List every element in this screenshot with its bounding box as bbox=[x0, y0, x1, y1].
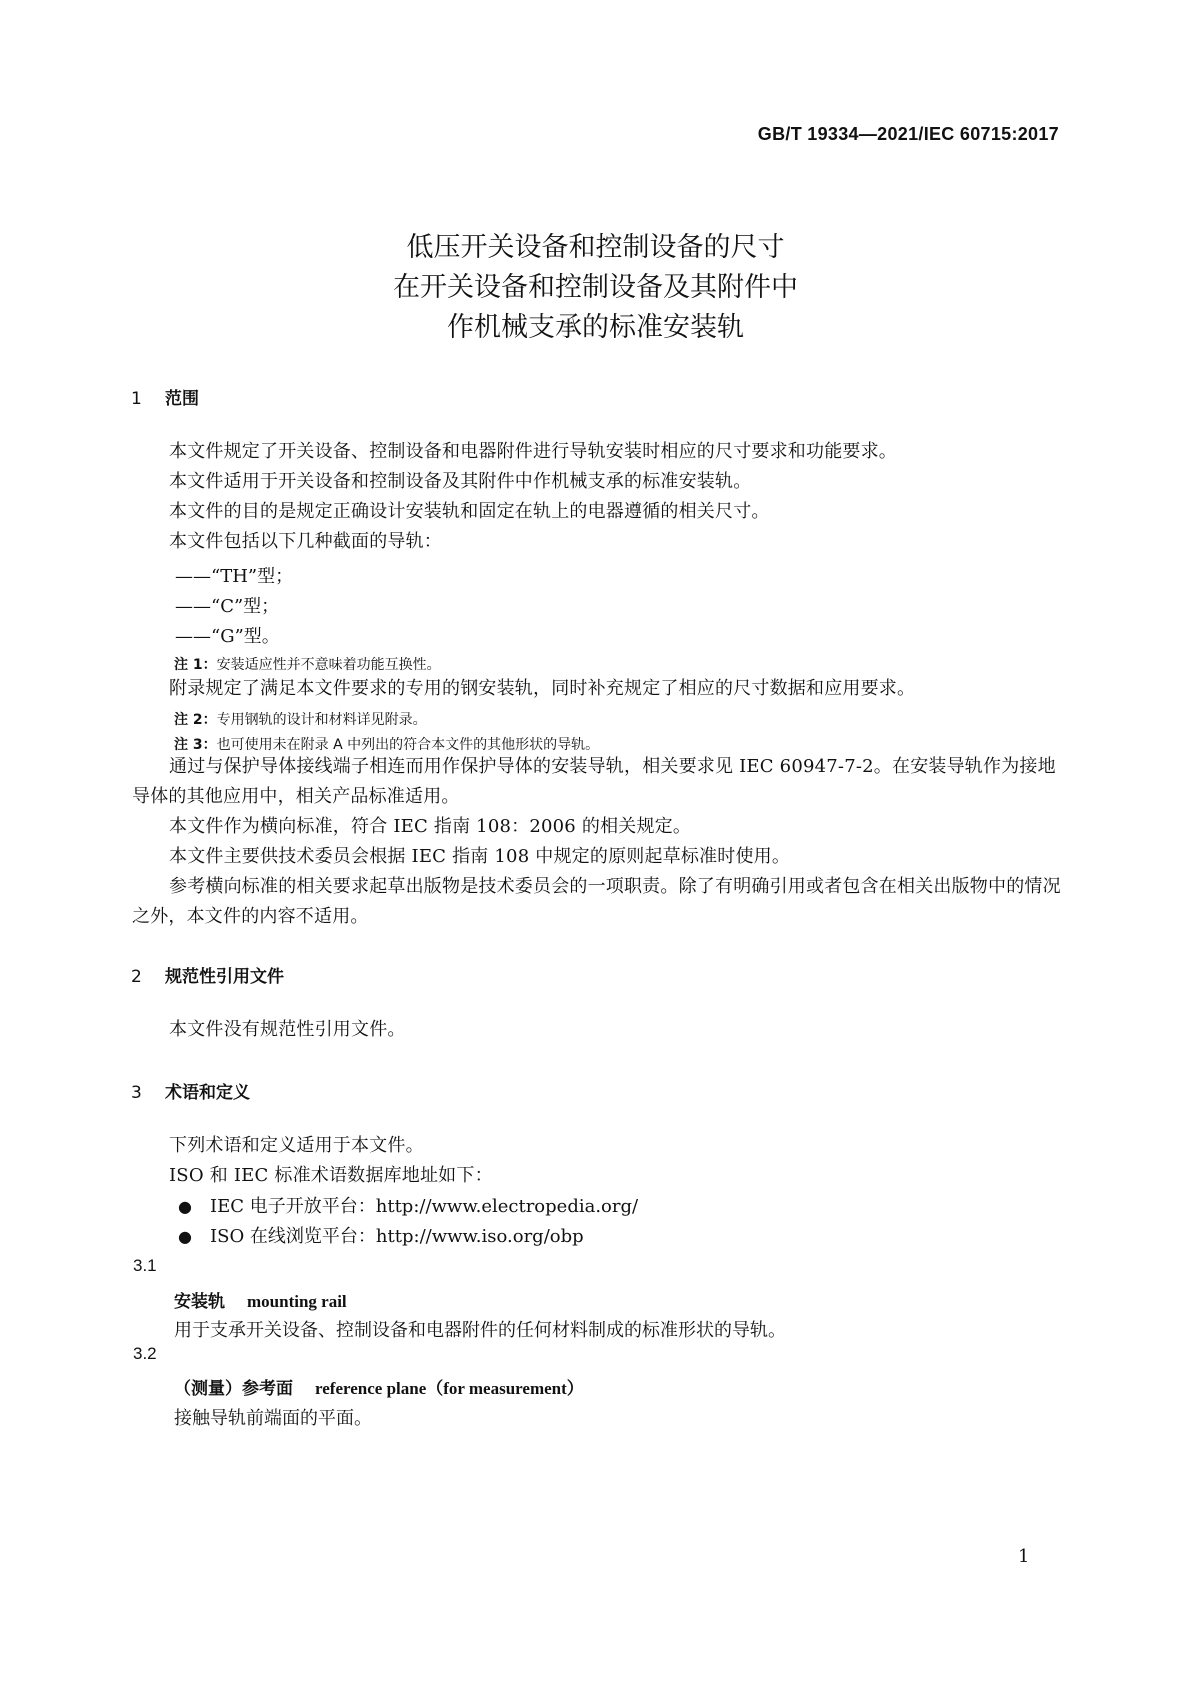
paragraph: ISO 和 IEC 标准术语数据库地址如下： bbox=[169, 1165, 493, 1186]
bullet-icon: ● bbox=[178, 1197, 192, 1216]
list-item: ——“TH”型； bbox=[175, 566, 294, 587]
paragraph: 本文件没有规范性引用文件。 bbox=[169, 1019, 406, 1040]
section-title: 范围 bbox=[165, 389, 199, 409]
note-label: 注 2： bbox=[174, 712, 217, 728]
bullet-text: IEC 电子开放平台：http://www.electropedia.org/ bbox=[210, 1196, 639, 1217]
paragraph: 附录规定了满足本文件要求的专用的钢安装轨，同时补充规定了相应的尺寸数据和应用要求。 bbox=[169, 678, 916, 699]
title-line-3: 作机械支承的标准安装轨 bbox=[447, 312, 744, 343]
bullet-item bbox=[178, 1222, 584, 1248]
list-item: ——“G”型。 bbox=[175, 626, 280, 647]
term-definition: 接触导轨前端面的平面。 bbox=[174, 1408, 372, 1429]
paragraph: 本文件规定了开关设备、控制设备和电器附件进行导轨安装时相应的尺寸要求和功能要求。 bbox=[169, 441, 897, 462]
standard-code: GB/T 19334—2021/IEC 60715:2017 bbox=[757, 124, 1059, 144]
term-zh: 安装轨 bbox=[174, 1292, 225, 1312]
title-line-2: 在开关设备和控制设备及其附件中 bbox=[393, 272, 798, 303]
paragraph: 本文件的目的是规定正确设计安装轨和固定在轨上的电器遵循的相关尺寸。 bbox=[169, 501, 770, 522]
note-2 bbox=[174, 709, 427, 729]
section-1-heading bbox=[131, 384, 199, 409]
term-en: reference plane（for measurement） bbox=[315, 1379, 584, 1398]
section-3-heading bbox=[131, 1078, 250, 1103]
term-entry bbox=[174, 1374, 584, 1399]
note-label: 注 3： bbox=[174, 737, 217, 753]
term-en: mounting rail bbox=[247, 1292, 347, 1311]
note-3 bbox=[174, 734, 599, 754]
section-2-heading bbox=[131, 962, 284, 987]
section-title: 规范性引用文件 bbox=[165, 967, 284, 987]
paragraph: 通过与保护导体接线端子相连而用作保护导体的安装导轨，相关要求见 IEC 60947-7-2。在安装导轨作为接地导体的其他应用中，相关产品标准适用。 bbox=[132, 756, 1056, 807]
paragraph: 参考横向标准的相关要求起草出版物是技术委员会的一项职责。除了有明确引用或者包含在相关出版物中的情况之外，本文件的内容不适用。 bbox=[132, 876, 1061, 927]
section-number: 3 bbox=[131, 1083, 142, 1103]
paragraph: 下列术语和定义适用于本文件。 bbox=[169, 1135, 424, 1156]
section-number: 1 bbox=[131, 389, 142, 409]
term-zh: （测量）参考面 bbox=[174, 1379, 293, 1399]
note-1 bbox=[174, 654, 441, 674]
note-text: 也可使用未在附录 A 中列出的符合本文件的其他形状的导轨。 bbox=[216, 737, 600, 753]
clause-number: 3.2 bbox=[133, 1344, 157, 1363]
term-entry bbox=[174, 1287, 347, 1312]
paragraph: 本文件适用于开关设备和控制设备及其附件中作机械支承的标准安装轨。 bbox=[169, 471, 752, 492]
paragraph: 本文件包括以下几种截面的导轨： bbox=[169, 531, 442, 552]
paragraph: 本文件主要供技术委员会根据 IEC 指南 108 中规定的原则起草标准时使用。 bbox=[169, 846, 791, 867]
section-number: 2 bbox=[131, 967, 142, 987]
title-line-1: 低压开关设备和控制设备的尺寸 bbox=[406, 232, 785, 263]
bullet-item bbox=[178, 1192, 638, 1218]
term-definition: 用于支承开关设备、控制设备和电器附件的任何材料制成的标准形状的导轨。 bbox=[174, 1320, 786, 1341]
document-title bbox=[0, 228, 1191, 348]
list-item: ——“C”型； bbox=[175, 596, 280, 617]
note-label: 注 1： bbox=[174, 657, 217, 673]
note-text: 专用钢轨的设计和材料详见附录。 bbox=[216, 712, 427, 728]
section-title: 术语和定义 bbox=[165, 1083, 250, 1103]
note-text: 安装适应性并不意味着功能互换性。 bbox=[216, 657, 441, 673]
page-number: 1 bbox=[1018, 1546, 1030, 1567]
bullet-text: ISO 在线浏览平台：http://www.iso.org/obp bbox=[210, 1226, 584, 1247]
bullet-icon: ● bbox=[178, 1227, 192, 1246]
clause-number: 3.1 bbox=[133, 1256, 157, 1275]
paragraph: 本文件作为横向标准，符合 IEC 指南 108：2006 的相关规定。 bbox=[169, 816, 692, 837]
